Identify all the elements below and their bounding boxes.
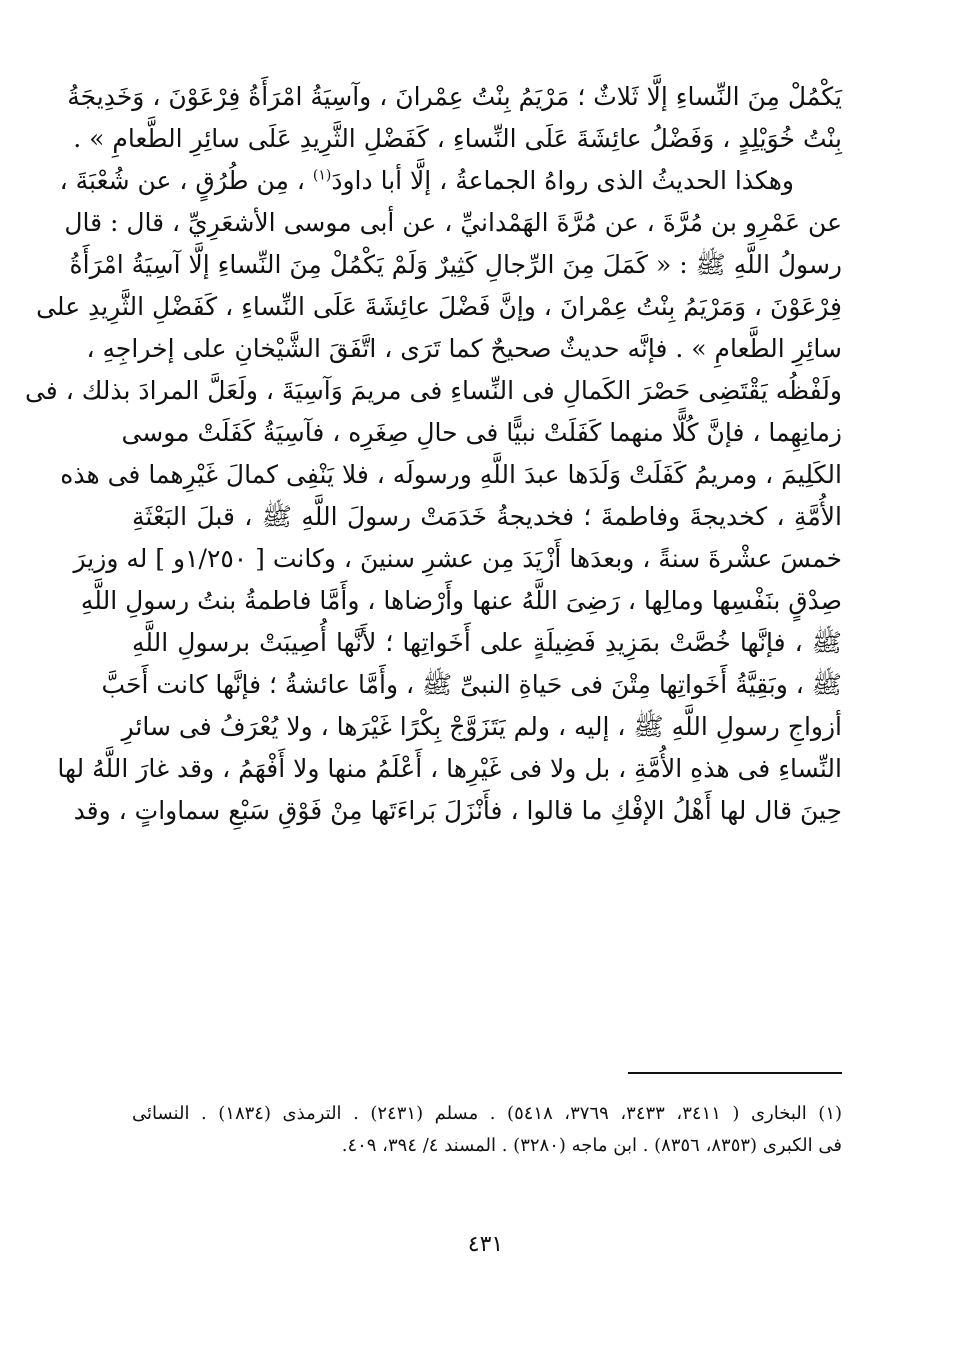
page-number: ٤٣١ <box>467 1232 504 1257</box>
footnotes <box>132 1098 842 1162</box>
footnote-marker: (١) <box>312 167 332 184</box>
text-line-4: عن عَمْرِو بن مُرَّةَ ، عن مُرَّةَ الهَمْدانيِّ ، عن أبى موسى الأشعَرِيِّ ، قال : قال <box>64 208 842 237</box>
text-line-13: صِدْقٍ بنَفْسِها ومالِها ، رَضِىَ اللَّهُ عنها وأَرْضاها ، وأَمَّا فاطمةُ بنتُ رسولِ اللَّهِ <box>80 586 842 615</box>
text-line-11: الأُمَّةِ ، كخديجةَ وفاطمةَ ؛ فخديجةُ خَدَمَتْ رسولَ اللَّهِ ﷺ ، قبلَ البَعْثَةِ <box>132 502 842 531</box>
text-line-18: حِينَ قال لها أَهْلُ الإفْكِ ما قالوا ، فأَنْزَلَ بَراءَتَها مِنْ فَوْقِ سَبْعِ سماواتٍ ، وقد <box>73 796 842 825</box>
text-line-14: ﷺ ، فإنَّها خُصَّتْ بمَزِيدِ فَضِيلَةٍ على أَخَواتِها ؛ لأَنَّها أُصِيبَتْ برسولِ اللَّهِ <box>132 628 842 657</box>
text-line-10: الكَلِيمَ ، ومريمُ كَفَلَتْ وَلَدَها عبدَ اللَّهِ ورسولَه ، فلا يَنْفِى كمالَ غَيْرِهما فى هذه <box>60 460 842 489</box>
text-line-1: يَكْمُلْ مِنَ النِّساءِ إلَّا ثَلاثٌ ؛ مَرْيَمُ بِنْتُ عِمْرانَ ، وآسِيَةُ امْرَأَةُ فِرْعَوْنَ ، وَخَدِيجَةُ <box>67 82 842 111</box>
text-line-5: رسولُ اللَّهِ ﷺ : « كَمَلَ مِنَ الرِّجالِ كَثِيرٌ وَلَمْ يَكْمُلْ مِنَ النِّساءِ إلَّا آسِيَةُ امْرَأَةُ <box>69 250 842 279</box>
footnote-divider <box>628 1072 842 1074</box>
footnote-line-1: (١) البخارى ( ٣٤١١، ٣٤٣٣، ٣٧٦٩، ٥٤١٨) . مسلم (٢٤٣١) . الترمذى (١٨٣٤) . النسائى <box>132 1103 843 1124</box>
text-line-7: سائِرِ الطَّعامِ » . فإنَّه حديثٌ صحيحٌ كما تَرَى ، اتَّفَقَ الشَّيْخانِ على إخراجِهِ ، <box>86 334 842 363</box>
text-line-15: ﷺ ، وبَقِيَّةُ أَخَواتِها مِتْنَ فى حَياةِ النبىِّ ﷺ ، وأَمَّا عائشةُ ؛ فإنَّها كانت أَحَبَّ <box>101 670 842 699</box>
text-line-3 <box>59 160 842 202</box>
text-line-17: النِّساءِ فى هذهِ الأُمَّةِ ، بل ولا فى غَيْرِها ، أَعْلَمُ منها ولا أَفْهَمُ ، وقد غارَ اللَّهُ لها <box>57 754 842 783</box>
text-line-8: ولَفْظُه يَقْتَضِى حَصْرَ الكَمالِ فى النِّساءِ فى مريمَ وَآسِيَةَ ، ولَعَلَّ المرادَ بذلك ، فى <box>24 376 842 405</box>
text-line-16: أزواجِ رسولِ اللَّهِ ﷺ ، إليه ، ولم يَتَزَوَّجْ بِكْرًا غَيْرَها ، ولا يُعْرَفُ فى سائرِ <box>121 712 842 741</box>
main-text <box>24 76 842 832</box>
text-line-9: زمانِهِما ، فإنَّ كُلًّا منهما كَفَلَتْ نبيًّا فى حالِ صِغَرِه ، فآسِيَةُ كَفَلَتْ موسى <box>121 418 842 447</box>
text-line-3-tail: ، مِن طُرُقٍ ، عن شُعْبَةَ ، <box>59 166 305 195</box>
text-line-12: خمسَ عشْرةَ سنةً ، وبعدَها أَزْيَدَ مِن عشرِ سنينَ ، وكانت [ ١/٢٥٠و ] له وزيرَ <box>73 544 842 573</box>
text-line-3-head: وهكذا الحديثُ الذى رواهُ الجماعةُ ، إلَّا أبا داودَ <box>331 166 794 195</box>
text-line-6: فِرْعَوْنَ ، وَمَرْيَمُ بِنْتُ عِمْرانَ ، وإنَّ فَضْلَ عائِشَةَ عَلَى النِّساءِ ، كَفَضْلِ الثَّرِيدِ على <box>36 292 842 321</box>
footnote-line-2: فى الكبرى (٨٣٥٣، ٨٣٥٦) . ابن ماجه (٣٢٨٠) . المسند ٤/ ٣٩٤، ٤٠٩. <box>341 1135 842 1156</box>
text-line-2: بِنْتُ خُوَيْلِدٍ ، وَفَضْلُ عائِشَةَ عَلَى النِّساءِ ، كَفَضْلِ الثَّرِيدِ عَلَى سائِرِ الطَّعامِ » . <box>73 124 842 153</box>
